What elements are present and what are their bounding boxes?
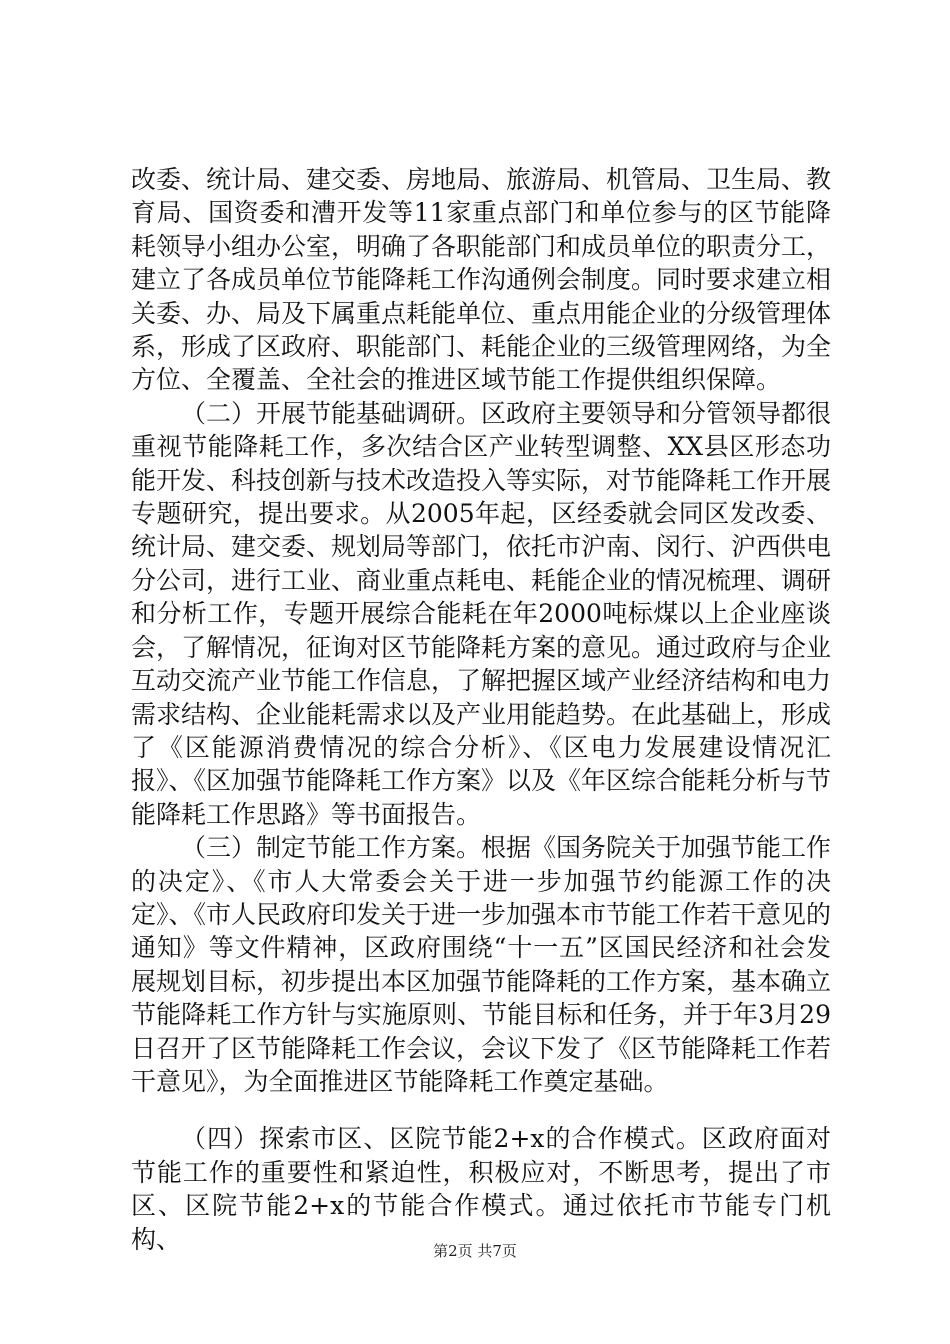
document-body bbox=[131, 163, 831, 1256]
paragraph-section-2: （二）开展节能基础调研。区政府主要领导和分管领导都很重视节能降耗工作，多次结合区产业转型调整、XX县区形态功能开发、科技创新与技术改造投入等实际，对节能降耗工作开展专题研究，提出要求。从2005年起，区经委就会同区发改委、统计局、建交委、规划局等部门，依托市沪南、闵行、沪西供电分公司，进行工业、商业重点耗电、耗能企业的情况梳理、调研和分析工作，专题开展综合能耗在年2000吨标煤以上企业座谈会，了解情况，征询对区节能降耗方案的意见。通过政府与企业互动交流产业节能工作信息，了解把握区域产业经济结构和电力需求结构、企业能耗需求以及产业用能趋势。在此基础上，形成了《区能源消费情况的综合分析》、《区电力发展建设情况汇报》、《区加强节能降耗工作方案》以及《年区综合能耗分析与节能降耗工作思路》等书面报告。 bbox=[131, 398, 832, 829]
page-footer: 第2页 共7页 bbox=[433, 1242, 517, 1260]
paragraph-section-4: （四）探索市区、区院节能2+x的合作模式。区政府面对节能工作的重要性和紧迫性，积极应对，不断思考，提出了市区、区院节能2+x的节能合作模式。通过依托市节能专门机构、 bbox=[131, 1124, 831, 1254]
paragraph-section-3: （三）制定节能工作方案。根据《国务院关于加强节能工作的决定》、《市人大常委会关于进一步加强节约能源工作的决定》、《市人民政府印发关于进一步加强本市节能工作若干意见的通知》等文件精神，区政府围绕“十一五”区国民经济和社会发展规划目标，初步提出本区加强节能降耗的工作方案，基本确立节能降耗工作方针与实施原则、节能目标和任务，并于年3月29日召开了区节能降耗工作会议，会议下发了《区节能降耗工作若干意见》，为全面推进区节能降耗工作奠定基础。 bbox=[131, 833, 832, 1096]
paragraph-continuation: 改委、统计局、建交委、房地局、旅游局、机管局、卫生局、教育局、国资委和漕开发等11家重点部门和单位参与的区节能降耗领导小组办公室，明确了各职能部门和成员单位的职责分工，建立了各成员单位节能降耗工作沟通例会制度。同时要求建立相关委、办、局及下属重点耗能单位、重点用能企业的分级管理体系，形成了区政府、职能部门、耗能企业的三级管理网络，为全方位、全覆盖、全社会的推进区域节能工作提供组织保障。 bbox=[131, 165, 832, 395]
